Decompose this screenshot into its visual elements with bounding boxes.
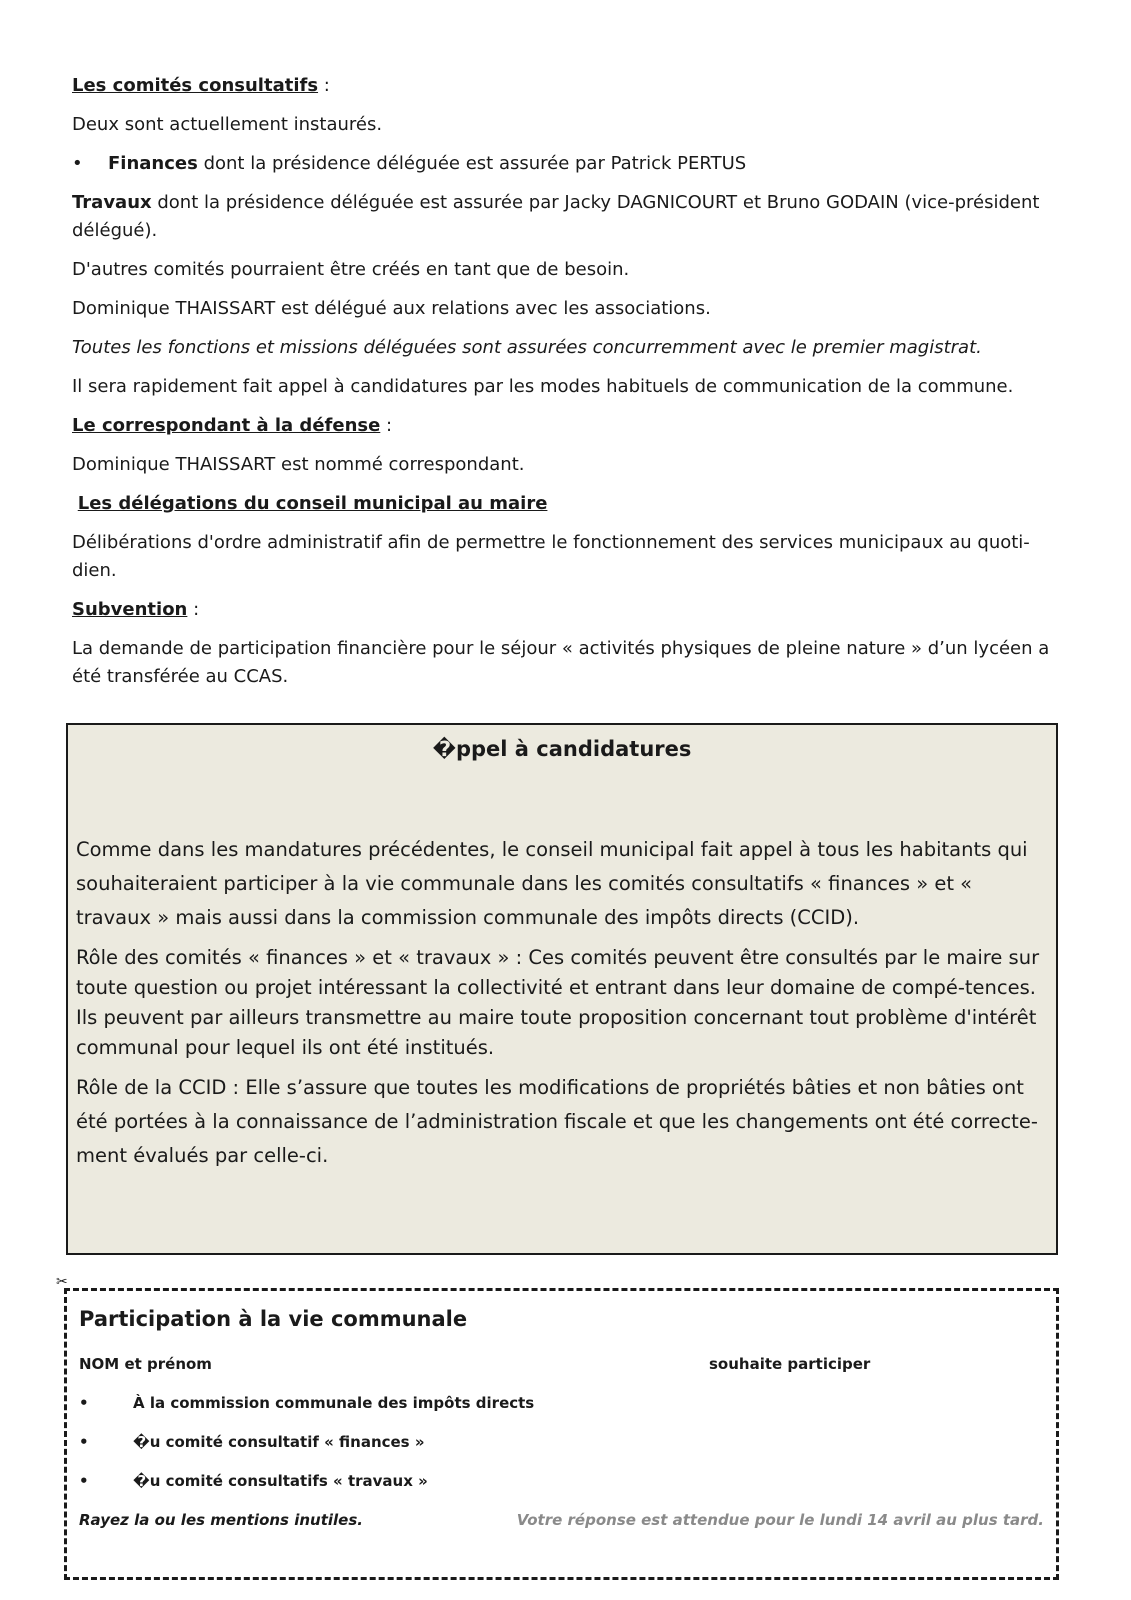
travaux-label: Travaux — [72, 192, 152, 213]
form-option-travaux[interactable] — [79, 1472, 428, 1490]
rayez-note: Rayez la ou les mentions inutiles. — [79, 1511, 363, 1529]
bullet-icon: • — [79, 1472, 89, 1490]
bullet-icon: • — [79, 1394, 89, 1412]
form-option-ccid[interactable] — [79, 1394, 534, 1412]
defense-heading-line — [72, 412, 1062, 440]
comites-heading-line — [72, 72, 1062, 100]
heading-suffix: : — [380, 415, 393, 436]
document-body — [72, 72, 1062, 691]
reponse-deadline-note: Votre réponse est attendue pour le lundi 14 avril au plus tard. — [516, 1511, 1044, 1529]
deliberations-text: Délibérations d'ordre administratif afin de permettre le fonctionnement des services municipaux au quoti-dien. — [72, 532, 1030, 581]
nom-prenom-label: NOM et prénom — [79, 1355, 212, 1373]
appel-paragraph-2: Rôle des comités « finances » et « travaux » : Ces comités peuvent être consultés par le maire sur toute question ou projet intéressant la collectivité et entrant dans leur domaine de compé-tences. Ils peuvent par ailleurs transmettre au maire toute proposition concernant tout problème d'intérêt communal pour lequel ils ont été institués. — [76, 946, 1040, 1059]
dominique-corresp-text: Dominique THAISSART est nommé correspondant. — [72, 454, 525, 475]
dominique-assoc-text: Dominique THAISSART est délégué aux relations avec les associations. — [72, 298, 711, 319]
comites-heading: Les comités consultatifs — [72, 75, 319, 96]
souhaite-participer-label: souhaite participer — [709, 1355, 871, 1373]
bullet-icon: • — [72, 153, 83, 174]
heading-suffix: : — [318, 75, 330, 96]
option-label: �u comité consultatifs « travaux » — [133, 1472, 428, 1490]
subvention-heading-line — [72, 596, 1062, 624]
italic-note: Toutes les fonctions et missions déléguées sont assurées concurremment avec le premier magistrat. — [72, 337, 982, 358]
subvention-text: La demande de participation financière pour le séjour « activités physiques de pleine nature » d’un lycéen a été transférée au CCAS. — [72, 638, 1050, 687]
appel-body — [76, 833, 1044, 1173]
appel-candidatures-box — [66, 723, 1058, 1255]
autres-text: D'autres comités pourraient être créés en tant que de besoin. — [72, 259, 630, 280]
subvention-heading: Subvention — [72, 599, 188, 620]
heading-suffix: : — [187, 599, 200, 620]
deux-text: Deux sont actuellement instaurés. — [72, 114, 383, 135]
form-option-finances[interactable] — [79, 1433, 425, 1451]
participation-form — [64, 1288, 1059, 1580]
appel-paragraph-1: Comme dans les mandatures précédentes, le conseil municipal fait appel à tous les habitants qui souhaiteraient participer à la vie communale dans les comités consultatifs « finances » et « travaux » mais aussi dans la commission communale des impôts directs (CCID). — [76, 838, 1028, 929]
appel-paragraph-3: Rôle de la CCID : Elle s’assure que toutes les modifications de propriétés bâties et non bâties ont été portées à la connaissance de l’administration fiscale et que les changements ont été correcte-ment évalués par celle-ci. — [76, 1076, 1038, 1167]
appel-title: �ppel à candidatures — [432, 737, 692, 761]
bullet-icon: • — [79, 1433, 89, 1451]
finances-label: Finances — [108, 153, 198, 174]
delegations-heading: Les délégations du conseil municipal au maire — [77, 493, 548, 514]
travaux-paragraph — [72, 189, 1062, 245]
finances-bullet — [72, 150, 1062, 178]
travaux-text: dont la présidence déléguée est assurée par Jacky DAGNICOURT et Bruno GODAIN (vice-président délégué). — [72, 192, 1040, 241]
option-label: �u comité consultatif « finances » — [133, 1433, 425, 1451]
finances-text: dont la présidence déléguée est assurée par Patrick PERTUS — [197, 153, 747, 174]
option-label: À la commission communale des impôts directs — [133, 1394, 535, 1412]
scissors-icon: ✂ — [56, 1274, 68, 1290]
form-title: Participation à la vie communale — [79, 1307, 468, 1331]
defense-heading: Le correspondant à la défense — [72, 415, 381, 436]
appel-note: Il sera rapidement fait appel à candidatures par les modes habituels de communication de la commune. — [72, 376, 1014, 397]
delegations-heading-line — [72, 490, 1062, 518]
